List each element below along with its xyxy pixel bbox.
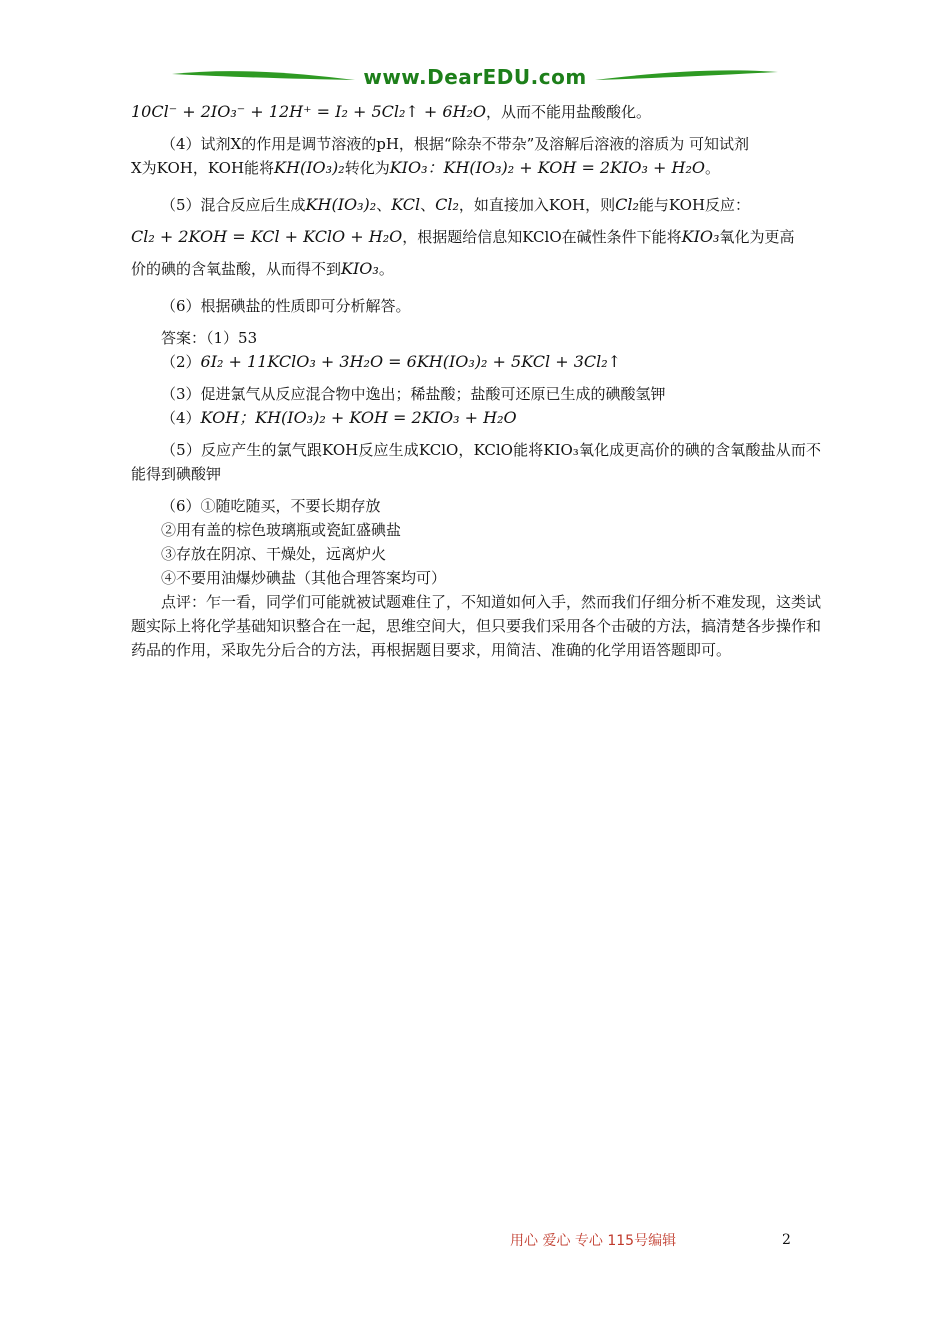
text-fragment: ，根据题给信息知KClO在碱性条件下能将 xyxy=(402,228,682,246)
text-fragment: ，如直接加入KOH，则 xyxy=(458,196,616,214)
para-4-line-1: （4）试剂X的作用是调节溶液的pH，根据“除杂不带杂”及溶解后溶液的溶质为 可知试剂 xyxy=(161,135,750,153)
formula: Cl₂ xyxy=(435,195,459,214)
text-fragment: （5）混合反应后生成 xyxy=(161,196,306,214)
text-fragment: 、 xyxy=(420,196,436,214)
equation: 6I₂ + 11KClO₃ + 3H₂O = 6KH(IO₃)₂ + 5KCl + 3Cl₂↑ xyxy=(200,352,622,371)
text-fragment: 能与KOH反应： xyxy=(638,196,751,214)
site-header xyxy=(170,62,780,96)
text-fragment: 。 xyxy=(704,159,720,177)
formula: Cl₂ xyxy=(615,195,639,214)
equation-line-1 xyxy=(131,100,821,124)
equation: KOH；KH(IO₃)₂ + KOH = 2KIO₃ + H₂O xyxy=(200,408,517,427)
text-fragment: X为KOH，KOH能将 xyxy=(131,159,275,177)
answer-5: （5）反应产生的氯气跟KOH反应生成KClO，KClO能将KIO₃氧化成更高价的碘的含氧酸盐从而不能得到碘酸钾 xyxy=(131,441,821,483)
answer-label: （2） xyxy=(161,353,201,371)
formula: KH(IO₃)₂ xyxy=(305,195,377,214)
equation-cl-io3: 10Cl⁻ + 2IO₃⁻ + 12H⁺ = I₂ + 5Cl₂↑ + 6H₂O xyxy=(131,102,487,121)
para-5-line-2 xyxy=(131,225,821,249)
answer-6-item-1: （6）①随吃随买，不要长期存放 xyxy=(161,497,381,515)
text-fragment: 转化为 xyxy=(344,159,390,177)
answer-6-item-4: ④不要用油爆炒碘盐（其他合理答案均可） xyxy=(161,569,447,587)
text-fragment: 价的碘的含氧盐酸，从而得不到 xyxy=(131,260,342,278)
equation: Cl₂ + 2KOH = KCl + KClO + H₂O xyxy=(131,227,403,246)
formula: KIO₃ xyxy=(341,259,379,278)
answer-3: （3）促进氯气从反应混合物中逸出；稀盐酸；盐酸可还原已生成的碘酸氢钾 xyxy=(161,385,666,403)
answer-4 xyxy=(131,406,821,430)
text-fragment: 。 xyxy=(378,260,394,278)
comment-paragraph: 点评：乍一看，同学们可能就被试题难住了，不知道如何入手，然而我们仔细分析不难发现，这类试题实际上将化学基础知识整合在一起，思维空间大，但只要我们采用各个击破的方法，搞清楚各步操作和药品的作用，采取先分后合的方法，再根据题目要求，用简洁、准确的化学用语答题即可。 xyxy=(131,593,822,659)
footer-note: 用心 爱心 专心 115号编辑 xyxy=(510,1233,677,1249)
para-6: （6）根据碘盐的性质即可分析解答。 xyxy=(161,297,411,315)
answer-2 xyxy=(131,350,821,374)
site-url: www.DearEDU.com xyxy=(363,65,587,89)
formula: KCl xyxy=(391,195,421,214)
answer-1: 答案：（1）53 xyxy=(161,329,258,347)
formula: KIO₃ xyxy=(681,227,720,246)
formula: KH(IO₃)₂ xyxy=(274,158,345,177)
text-fragment: ，从而不能用盐酸酸化。 xyxy=(486,103,652,121)
para-5-line-1 xyxy=(131,193,821,217)
equation: KIO₃：KH(IO₃)₂ + KOH = 2KIO₃ + H₂O xyxy=(389,158,705,177)
page-number: 2 xyxy=(782,1232,791,1248)
answer-6-item-3: ③存放在阴凉、干燥处，远离炉火 xyxy=(161,545,387,563)
para-5-line-3 xyxy=(131,257,821,281)
document-body xyxy=(131,100,821,662)
text-fragment: 、 xyxy=(376,196,392,214)
answer-label: （4） xyxy=(161,409,201,427)
text-fragment: 氧化为更高 xyxy=(719,228,795,246)
answer-6-item-2: ②用有盖的棕色玻璃瓶或瓷缸盛碘盐 xyxy=(161,521,402,539)
para-4-line-2 xyxy=(131,156,821,180)
